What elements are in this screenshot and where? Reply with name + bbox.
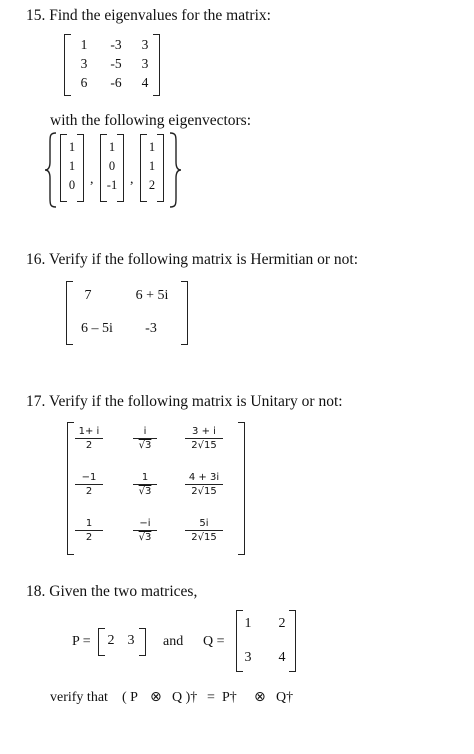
denominator: √3	[138, 532, 152, 543]
fraction	[185, 518, 223, 543]
matrix-cell: -5	[110, 56, 122, 71]
matrix-cell: 1	[244, 616, 252, 631]
vector-cell: 1	[148, 159, 156, 173]
q16-matrix	[66, 281, 188, 345]
matrix-cell: 4	[141, 75, 149, 90]
matrix-cell: 7	[84, 288, 92, 303]
vector-cell: 0	[108, 159, 116, 173]
numerator: i	[133, 426, 157, 439]
numerator: −i	[133, 518, 157, 531]
right-bracket	[289, 610, 296, 672]
right-brace-icon	[168, 132, 182, 208]
fraction	[75, 426, 103, 451]
q15-with-text: with the following eigenvectors:	[50, 112, 252, 129]
p-label: P =	[72, 634, 91, 649]
otimes-symbol: ⊗	[254, 689, 266, 705]
q16-prompt: 16. Verify if the following matrix is Hermitian or not:	[26, 251, 359, 268]
q-matrix	[236, 610, 296, 672]
vector-cell: 1	[148, 140, 156, 154]
right-bracket	[181, 281, 188, 345]
vector-cell: 2	[148, 178, 156, 192]
and-text: and	[163, 634, 184, 649]
vector-cell: 0	[68, 178, 76, 192]
q15-eigenvector-set	[44, 130, 184, 210]
numerator: 4 + 3i	[185, 472, 223, 485]
matrix-cell: 6 + 5i	[135, 288, 169, 303]
comma: ,	[90, 172, 94, 187]
fraction	[75, 518, 103, 543]
matrix-cell: 3	[244, 650, 252, 665]
matrix-cell: 3	[80, 56, 88, 71]
matrix-cell: 3	[141, 56, 149, 71]
q15-matrix	[64, 34, 160, 96]
denominator: 2√15	[191, 532, 217, 543]
lhs-open: ( P	[122, 690, 138, 705]
numerator: 1+ i	[75, 426, 103, 439]
p-matrix	[98, 628, 146, 656]
fraction	[185, 426, 223, 451]
left-brace-icon	[44, 132, 58, 208]
denominator: 2√15	[191, 440, 217, 451]
eigenvector	[140, 134, 164, 202]
matrix-cell: 2	[278, 616, 286, 631]
fraction	[185, 472, 223, 497]
otimes-symbol: ⊗	[150, 689, 162, 705]
matrix-cell: 6 – 5i	[81, 321, 113, 336]
numerator: 3 + i	[185, 426, 223, 439]
q17-prompt: 17. Verify if the following matrix is Unitary or not:	[26, 393, 343, 410]
left-bracket	[67, 422, 74, 555]
q17-matrix	[67, 422, 245, 555]
fraction	[75, 472, 103, 497]
numerator: 5i	[185, 518, 223, 531]
matrix-cell: 6	[80, 75, 88, 90]
p-dagger: P†	[222, 690, 237, 705]
matrix-cell: 4	[278, 650, 286, 665]
comma: ,	[130, 172, 134, 187]
q18-prompt: 18. Given the two matrices,	[26, 583, 198, 600]
matrix-cell: 3	[127, 633, 135, 648]
numerator: −1	[75, 472, 103, 485]
equals-sign: =	[207, 690, 215, 705]
matrix-cell: -3	[145, 321, 157, 336]
denominator: 2	[85, 440, 93, 451]
left-bracket	[64, 34, 71, 96]
matrix-cell: -6	[110, 75, 122, 90]
q15-prompt: 15. Find the eigenvalues for the matrix:	[26, 7, 271, 24]
vector-cell: -1	[106, 178, 118, 192]
eigenvector	[100, 134, 124, 202]
matrix-cell: 1	[80, 37, 88, 52]
q-label: Q =	[203, 634, 225, 649]
eigenvector	[60, 134, 84, 202]
right-bracket	[139, 628, 146, 656]
denominator: 2	[85, 532, 93, 543]
matrix-cell: 2	[107, 633, 115, 648]
verify-text: verify that	[50, 690, 108, 705]
fraction	[133, 426, 157, 451]
denominator: 2	[85, 486, 93, 497]
right-bracket	[238, 422, 245, 555]
q-dagger: Q†	[276, 690, 294, 705]
matrix-cell: 3	[141, 37, 149, 52]
numerator: 1	[75, 518, 103, 531]
denominator: 2√15	[191, 486, 217, 497]
numerator: 1	[133, 472, 157, 485]
vector-cell: 1	[68, 159, 76, 173]
denominator: √3	[138, 440, 152, 451]
denominator: √3	[138, 486, 152, 497]
fraction	[133, 472, 157, 497]
vector-cell: 1	[108, 140, 116, 154]
vector-cell: 1	[68, 140, 76, 154]
fraction	[133, 518, 157, 543]
lhs-close: Q )†	[172, 690, 198, 705]
matrix-cell: -3	[110, 37, 122, 52]
